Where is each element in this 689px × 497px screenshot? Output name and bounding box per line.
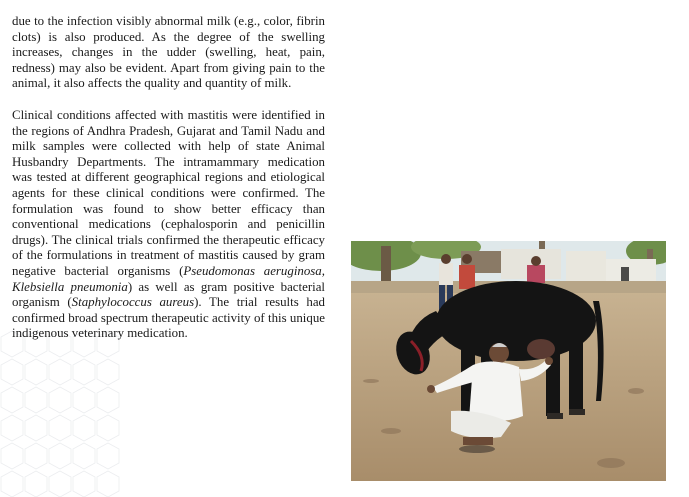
- paragraph-text: ). The trial results had confirmed broad spectrum therapeutic activity of this unique indigenous veterinary medication.: [12, 295, 325, 341]
- species-name: Staphylococcus aureus: [71, 295, 195, 310]
- paragraph-text: Clinical conditions affected with mastitis were identified in the regions of Andhra Pradesh, Gujarat and Tamil Nadu and milk samples were collected with help of state Animal Husbandry Departments. The intramammary medication was tested at different geographical regions and etiological agents for these clinical conditions were confirmed. The formulation was found to show better efficacy than conventional medications (cephalosporin and penicillin drugs). The clinical trials confirmed the therapeutic efficacy of the formulations in treatment of mastitis caused by gram negative bacterial organisms (: [12, 107, 325, 278]
- paragraph-clinical-trials: [12, 108, 325, 342]
- hexagon-pattern-decoration: [0, 330, 120, 497]
- photo-illustration: [351, 241, 666, 481]
- paragraph-mastitis-effects: due to the infection visibly abnormal milk (e.g., color, fibrin clots) is also produced. As the degree of the swelling increases, changes in the udder (swelling, heat, pain, redness) may also be evident. Apart from giving pain to the animal, it also affects the quality and quantity of milk.: [12, 14, 325, 91]
- paragraph-text: ) as well as gram positive bacterial organism (: [12, 279, 325, 310]
- cow-milking-photo: [351, 241, 666, 481]
- article-text: [12, 14, 325, 342]
- species-name: Pseudomonas aeruginosa, Klebsiella pneumonia: [12, 263, 325, 294]
